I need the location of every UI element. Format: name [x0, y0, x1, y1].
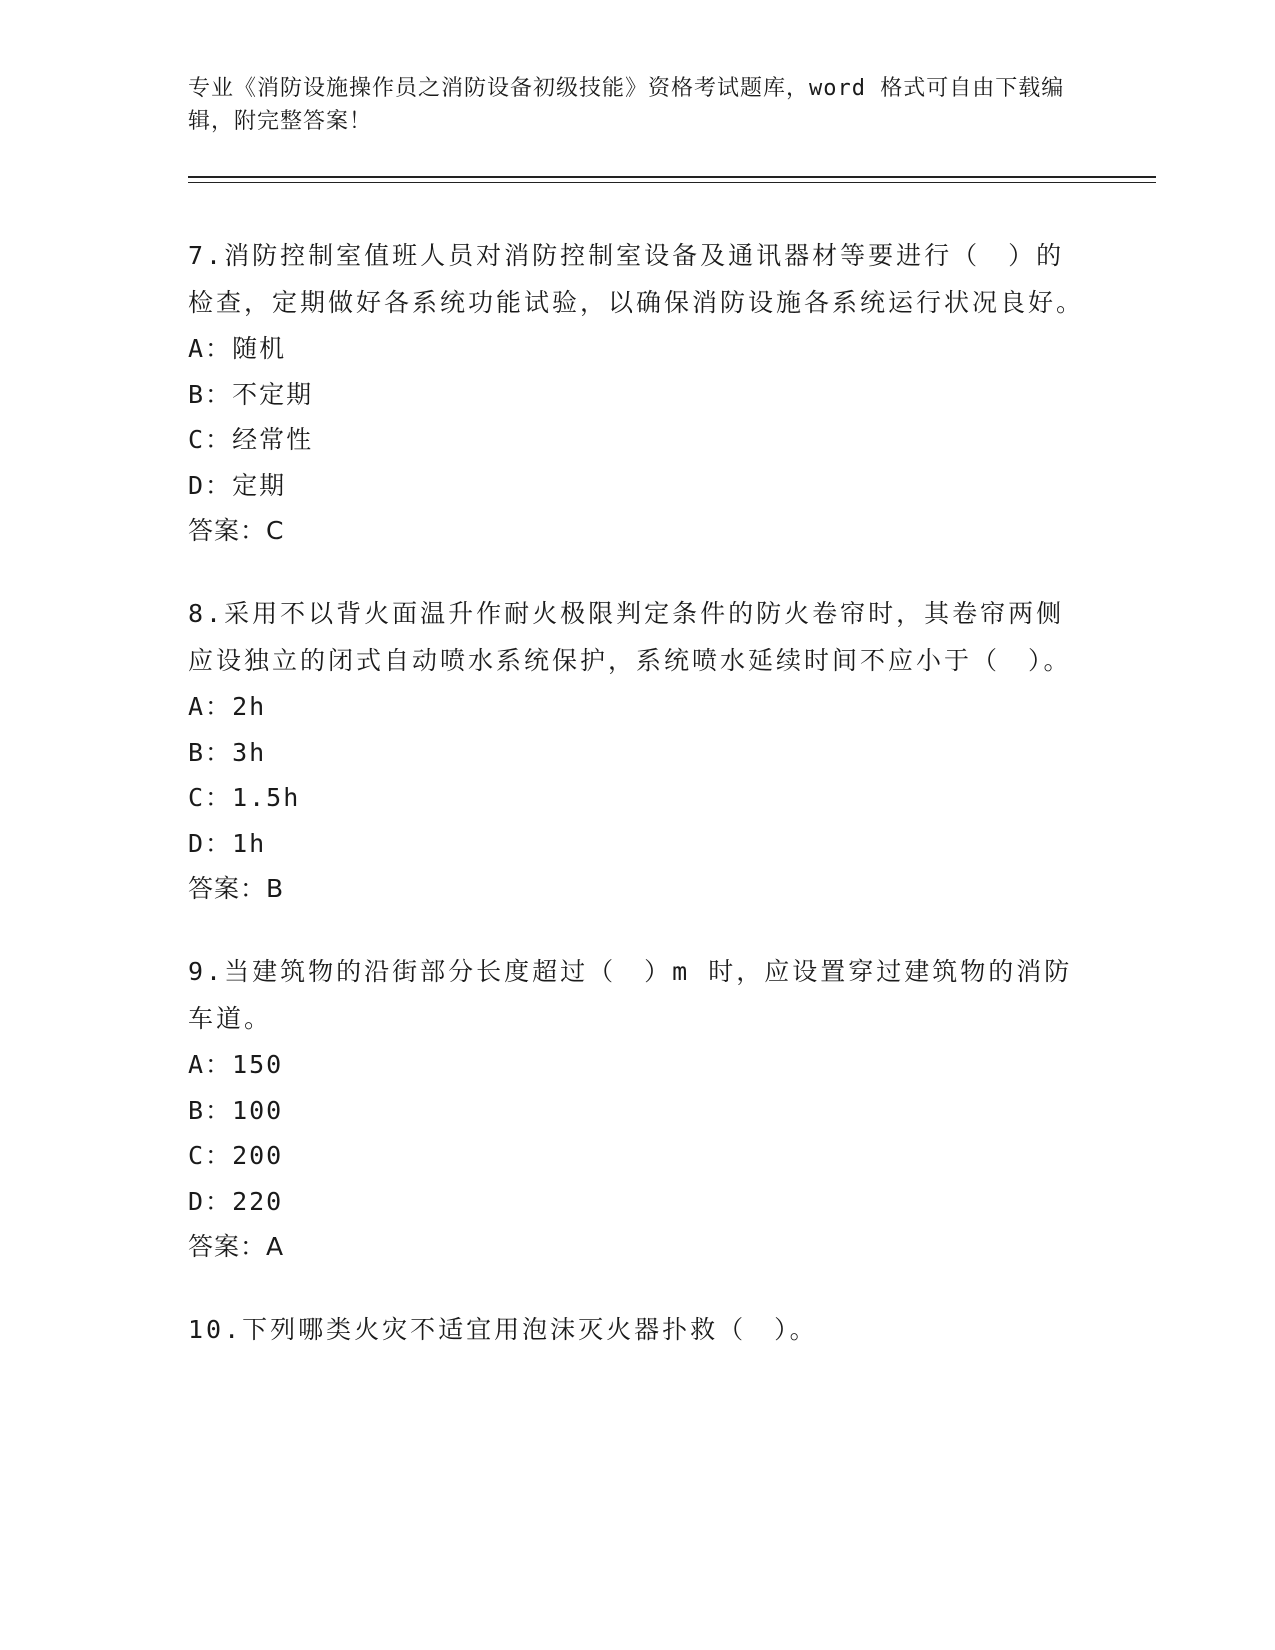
option-text: 不定期 [232, 379, 314, 409]
option-label: C： [188, 425, 233, 454]
question-stem: 8.采用不以背火面温升作耐火极限判定条件的防火卷帘时，其卷帘两侧应设独立的闭式自动喷水系统保护，系统喷水延续时间不应小于（ ）。 [188, 599, 1072, 675]
option-a [188, 326, 1088, 372]
answer-line: 答案：C [188, 516, 285, 545]
option-b [188, 1088, 1088, 1134]
option-label: D： [188, 1186, 233, 1216]
option-label: C： [188, 1141, 233, 1170]
option-d [188, 463, 1088, 509]
answer-line: 答案：A [188, 1232, 285, 1261]
option-label: B： [188, 737, 233, 767]
option-label: A： [188, 1050, 233, 1079]
option-text: 3h [232, 737, 267, 767]
page-header-text: 专业《消防设施操作员之消防设备初级技能》资格考试题库，word 格式可自由下载编辑，附完整答案！ [188, 76, 1065, 134]
option-text: 150 [232, 1050, 284, 1079]
option-b [188, 730, 1088, 776]
option-list [188, 684, 1088, 866]
question-stem: 10.下列哪类火灾不适宜用泡沫灭火器扑救（ ）。 [188, 1315, 818, 1344]
option-d [188, 1179, 1088, 1225]
option-text: 220 [232, 1186, 284, 1216]
option-a [188, 1042, 1088, 1088]
option-text: 定期 [232, 470, 287, 500]
option-label: D： [188, 828, 233, 858]
option-text: 经常性 [232, 425, 314, 454]
option-label: D： [188, 470, 233, 500]
option-text: 1h [232, 828, 267, 858]
question-9 [188, 948, 1088, 1270]
option-a [188, 684, 1088, 730]
answer-line: 答案：B [188, 874, 285, 903]
option-text: 200 [232, 1141, 284, 1170]
question-list [188, 232, 1088, 1389]
option-d [188, 821, 1088, 867]
option-c [188, 417, 1088, 463]
option-list [188, 1042, 1088, 1224]
option-c [188, 1133, 1088, 1179]
option-text: 随机 [232, 334, 287, 363]
header-divider [188, 176, 1156, 178]
question-stem: 9.当建筑物的沿街部分长度超过（ ）m 时，应设置穿过建筑物的消防车道。 [188, 957, 1073, 1033]
option-label: A： [188, 692, 233, 721]
question-8 [188, 590, 1088, 912]
option-label: B： [188, 1095, 233, 1125]
question-stem: 7.消防控制室值班人员对消防控制室设备及通讯器材等要进行（ ）的检查，定期做好各系统功能试验，以确保消防设施各系统运行状况良好。 [188, 241, 1085, 317]
option-b [188, 372, 1088, 418]
option-c [188, 775, 1088, 821]
option-label: A： [188, 334, 233, 363]
option-label: B： [188, 379, 233, 409]
option-list [188, 326, 1088, 508]
header-divider-secondary [188, 182, 1156, 183]
question-7 [188, 232, 1088, 554]
option-text: 1.5h [232, 783, 301, 812]
option-label: C： [188, 783, 233, 812]
option-text: 2h [232, 692, 267, 721]
option-text: 100 [232, 1095, 284, 1125]
question-10 [188, 1306, 1088, 1353]
